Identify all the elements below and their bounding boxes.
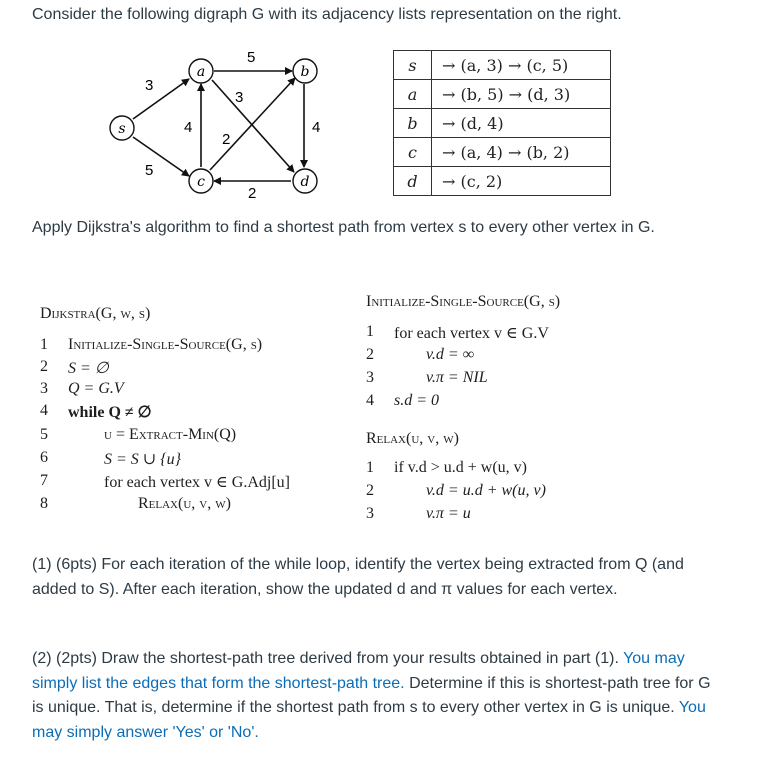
line-number: 3 (40, 380, 48, 397)
adjacency-vertex: c (394, 138, 432, 167)
adjacency-row (394, 51, 611, 80)
edge-a-d (212, 80, 294, 172)
relax-title: Relax(u, v, w) (366, 430, 459, 447)
adjacency-list: → (a, 4) → (b, 2) (432, 138, 611, 167)
question-2-text-cont: Determine if this is shortest-path tree for G is unique. That is, determine if the shortest path from s to every other vertex in G is unique. (32, 674, 711, 716)
line-number: 2 (366, 346, 374, 363)
line-number: 1 (366, 323, 374, 340)
line-number: 1 (366, 459, 374, 476)
code-line: Q = G.V (68, 380, 124, 397)
adjacency-vertex: a (394, 80, 432, 109)
line-number: 4 (366, 392, 374, 409)
svg-text:a: a (196, 64, 206, 80)
dijkstra-title: Dijkstra(G, w, s) (40, 305, 151, 322)
edge-s-c (133, 137, 189, 176)
adjacency-vertex: b (394, 109, 432, 138)
adjacency-list: → (b, 5) → (d, 3) (432, 80, 611, 109)
code-line: if v.d > u.d + w(u, v) (394, 459, 527, 476)
code-line: Relax(u, v, w) (138, 495, 231, 512)
code-line: Initialize-Single-Source(G, s) (68, 336, 263, 353)
code-line: u = Extract-Min(Q) (104, 426, 237, 443)
init-title: Initialize-Single-Source(G, s) (366, 293, 561, 310)
edge-s-a (133, 79, 189, 119)
adjacency-row (394, 80, 611, 109)
code-line: v.π = NIL (426, 369, 488, 386)
question-1: (1) (6pts) For each iteration of the while loop, identify the vertex being extracted from Q (and added to S). After each iteration, show the updated d and π values for each vertex. (32, 556, 684, 598)
line-number: 2 (40, 358, 48, 375)
task-text: Apply Dijkstra's algorithm to find a shortest path from vertex s to every other vertex in G. (32, 219, 655, 236)
question-2-hint-edges: You may simply list the edges that form the shortest-path tree. (32, 650, 685, 692)
vertex-d (293, 169, 317, 193)
vertex-s (110, 116, 134, 140)
line-number: 2 (366, 482, 374, 499)
weight-b-d: 4 (312, 119, 321, 136)
adjacency-list: → (a, 3) → (c, 5) (432, 51, 611, 80)
line-number: 7 (40, 472, 48, 489)
vertex-c (189, 169, 213, 193)
adjacency-row (394, 167, 611, 196)
line-number: 8 (40, 495, 48, 512)
code-line: s.d = 0 (394, 392, 440, 409)
adjacency-table (393, 50, 611, 196)
code-line: v.d = ∞ (426, 346, 475, 363)
question-2-text: (2) (2pts) Draw the shortest-path tree derived from your results obtained in part (1). (32, 650, 624, 667)
vertex-b (293, 59, 317, 83)
weight-c-a: 4 (184, 119, 193, 136)
weight-c-b: 2 (222, 131, 231, 148)
code-line: S = ∅ (68, 360, 109, 377)
line-number: 1 (40, 336, 48, 353)
line-number: 4 (40, 402, 48, 419)
svg-text:s: s (118, 121, 126, 137)
dijkstra-pseudocode (40, 305, 370, 520)
svg-text:d: d (300, 174, 310, 190)
svg-text:b: b (300, 64, 310, 80)
code-line: v.π = u (426, 505, 471, 522)
code-line: S = S ∪ {u} (104, 451, 181, 468)
weight-s-c: 5 (145, 162, 154, 179)
code-line: for each vertex v ∈ G.V (394, 325, 549, 342)
code-line: v.d = u.d + w(u, v) (426, 482, 546, 499)
intro-text: Consider the following digraph G with its adjacency lists representation on the right. (32, 6, 622, 23)
line-number: 6 (40, 449, 48, 466)
line-number: 5 (40, 426, 48, 443)
weight-a-b: 5 (247, 49, 256, 66)
question-2 (32, 647, 722, 745)
weight-s-a: 3 (145, 77, 154, 94)
vertex-a (189, 59, 213, 83)
relax-pseudocode (366, 430, 666, 530)
svg-text:c: c (197, 174, 205, 190)
init-pseudocode (366, 293, 666, 413)
digraph (100, 42, 340, 207)
adjacency-vertex: s (394, 51, 432, 80)
adjacency-list: → (d, 4) (432, 109, 611, 138)
code-line: for each vertex v ∈ G.Adj[u] (104, 474, 290, 491)
adjacency-list: → (c, 2) (432, 167, 611, 196)
question-2-hint-answer: You may simply answer 'Yes' or 'No'. (32, 699, 706, 741)
weight-d-c: 2 (248, 185, 257, 202)
weight-a-d: 3 (235, 89, 244, 106)
line-number: 3 (366, 505, 374, 522)
code-line: while Q ≠ ∅ (68, 404, 152, 421)
adjacency-vertex: d (394, 167, 432, 196)
adjacency-row (394, 109, 611, 138)
adjacency-row (394, 138, 611, 167)
line-number: 3 (366, 369, 374, 386)
